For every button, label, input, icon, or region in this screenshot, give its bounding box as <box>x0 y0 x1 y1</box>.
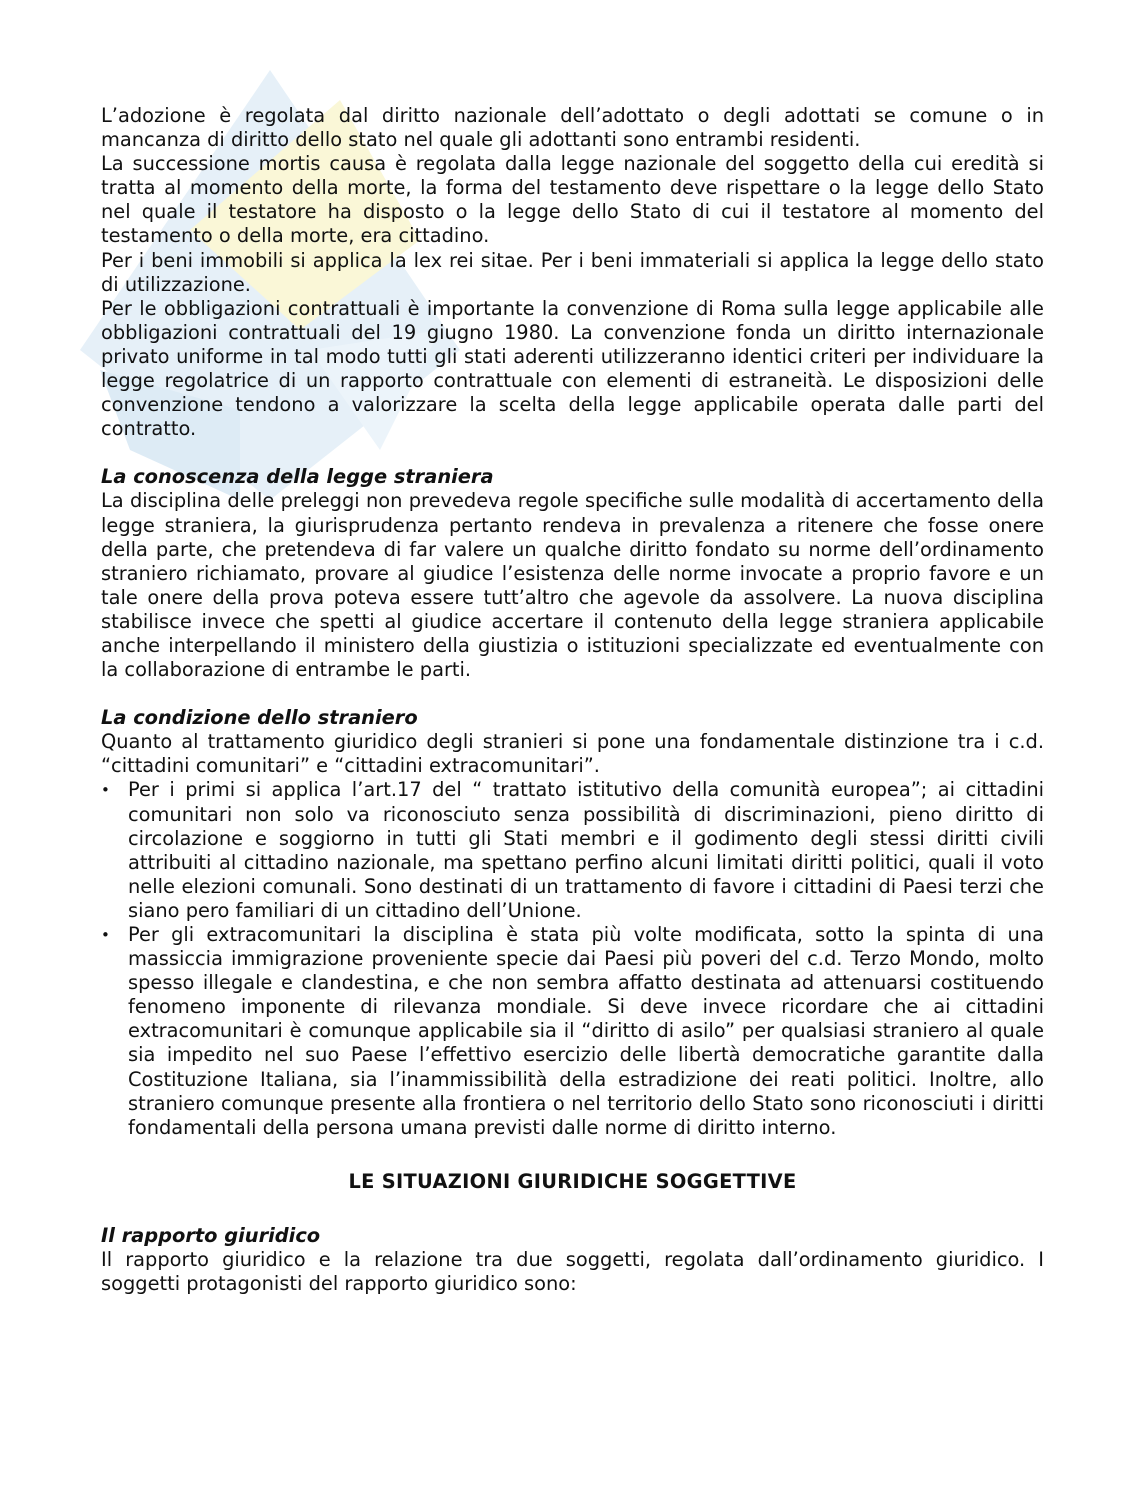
chapter-title: LE SITUAZIONI GIURIDICHE SOGGETTIVE <box>348 1169 797 1193</box>
paragraph-beni: Per i beni immobili si applica la lex rei sitae. Per i beni immateriali si applica la legge dello stato di utilizzazione. <box>101 248 1044 296</box>
bullet-text: Per gli extracomunitari la disciplina è stata più volte modificata, sotto la spinta di una massiccia immigrazione proveniente specie dai Paesi più poveri del c.d. Terzo Mondo, molto spesso illegale e clandestina, e che non sembra affatto destinata ad attenuarsi costituendo fenomeno imponente di rilevanza mondiale. Si deve invece ricordare che ai cittadini extracomunitari è comunque applicabile sia il “diritto di asilo” per qualsiasi straniero al quale sia impedito nel suo Paese l’effettivo esercizio delle libertà democratiche garantite dalla Costituzione Italiana, sia l’inammissibilità della estradizione dei reati politici. Inoltre, allo straniero comunque presente alla frontiera o nel territorio dello Stato sono riconosciuti i diritti fondamentali della persona umana previsti dalle norme di diritto interno. <box>128 923 1044 1139</box>
bullet-icon: • <box>101 926 110 944</box>
paragraph-conoscenza: La disciplina delle preleggi non prevedeva regole specifiche sulle modalità di accertamento della legge straniera, la giurisprudenza pertanto rendeva in prevalenza a ritenere che fosse onere della parte, che pretendeva di far valere un qualche diritto fondato su norme dell’ordinamento straniero richiamato, provare al giudice l’esistenza delle norme invocate a proprio favore e un tale onere della prova poteva essere tutt’altro che agevole da assolvere. La nuova disciplina stabilisce invece che spetti al giudice accertare il contenuto della legge straniera applicabile anche interpellando il ministero della giustizia o istituzioni specializzate ed eventualmente con la collaborazione di entrambe le parti. <box>101 489 1044 682</box>
list-item <box>101 778 1044 923</box>
paragraph-rapporto: Il rapporto giuridico e la relazione tra due soggetti, regolata dall’ordinamento giuridico. I soggetti protagonisti del rapporto giuridico sono: <box>101 1248 1044 1296</box>
list-item <box>101 923 1044 1140</box>
heading-conoscenza: La conoscenza della legge straniera <box>101 465 494 489</box>
bullet-icon: • <box>101 781 110 800</box>
bullet-text: Per i primi si applica l’art.17 del “ trattato istitutivo della comunità europea”; ai cittadini comunitari non solo va riconosciuto senza possibilità di discriminazioni, pieno diritto di circolazione e soggiorno in tutti gli Stati membri e il godimento degli stessi diritti civili attribuiti al cittadino nazionale, ma spettano perfino alcuni limitati diritti politici, quali il voto nelle elezioni comunali. Sono destinati di un trattamento di favore i cittadini di Paesi terzi che siano pero familiari di un cittadino dell’Unione. <box>128 778 1044 922</box>
document-page <box>101 104 1044 1296</box>
bullet-list <box>101 778 1044 1139</box>
paragraph-obbligazioni: Per le obbligazioni contrattuali è importante la convenzione di Roma sulla legge applicabile alle obbligazioni contrattuali del 19 giugno 1980. La convenzione fonda un diritto internazionale privato uniforme in tal modo tutti gli stati aderenti utilizzeranno identici criteri per individuare la legge regolatrice di un rapporto contrattuale con elementi di estraneità. Le disposizioni delle convenzione tendono a valorizzare la scelta della legge applicabile operata dalle parti del contratto. <box>101 296 1044 441</box>
heading-condizione: La condizione dello straniero <box>101 706 418 730</box>
paragraph-successione: La successione mortis causa è regolata dalla legge nazionale del soggetto della cui eredità si tratta al momento della morte, la forma del testamento deve rispettare o la legge dello Stato nel quale il testatore ha disposto o la legge dello Stato di cui il testatore al momento del testamento o della morte, era cittadino. <box>101 152 1044 248</box>
heading-rapporto: Il rapporto giuridico <box>101 1223 321 1247</box>
paragraph-condizione-intro: Quanto al trattamento giuridico degli stranieri si pone una fondamentale distinzione tra i c.d. “cittadini comunitari” e “cittadini extracomunitari”. <box>101 730 1044 778</box>
paragraph-adozione: L’adozione è regolata dal diritto nazionale dell’adottato o degli adottati se comune o in mancanza di diritto dello stato nel quale gli adottanti sono entrambi residenti. <box>101 104 1044 152</box>
